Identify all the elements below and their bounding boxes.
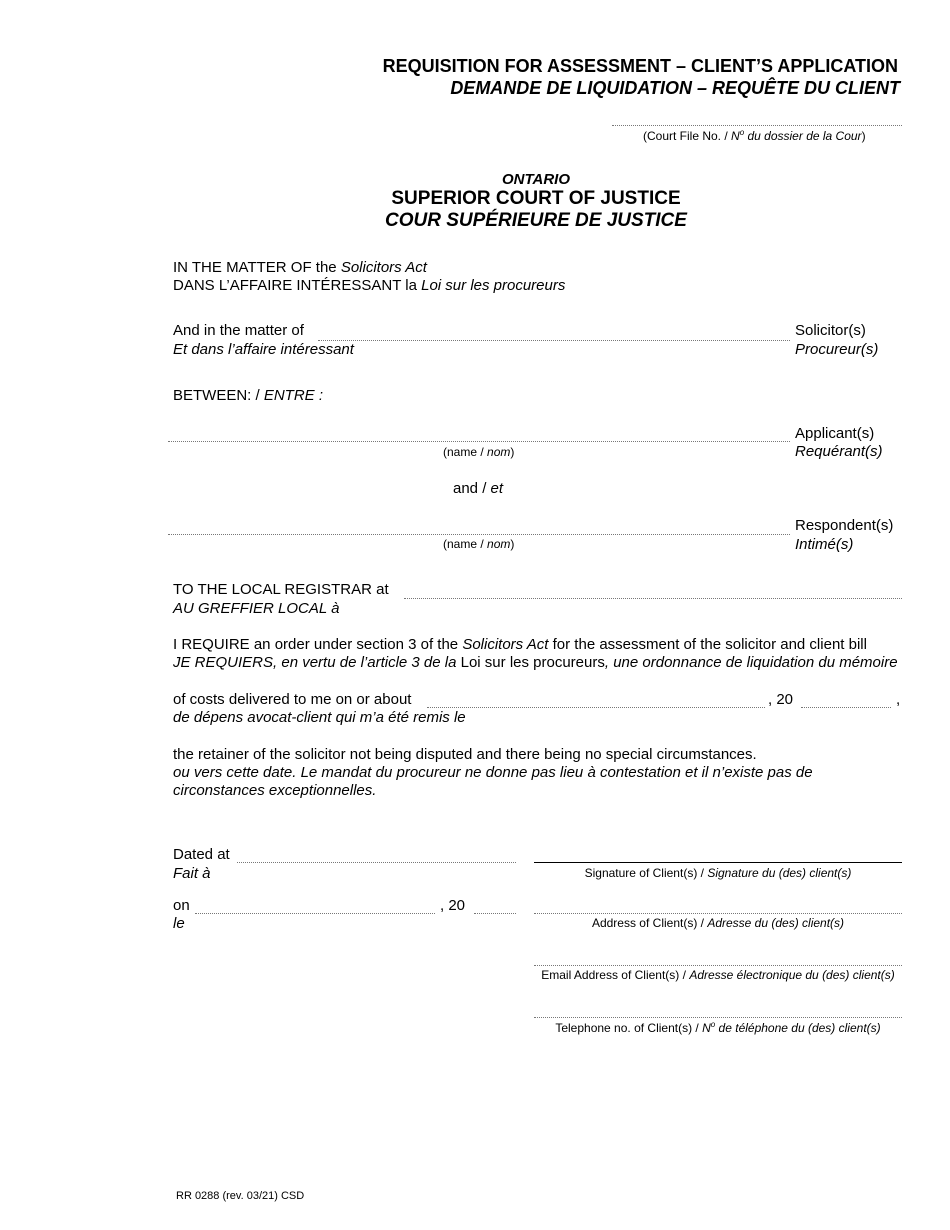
registrar-label-en: TO THE LOCAL REGISTRAR at	[173, 581, 389, 598]
respondent-name-field[interactable]	[168, 534, 790, 535]
matter-line-fr: DANS L’AFFAIRE INTÉRESSANT la Loi sur les procureurs	[173, 277, 566, 294]
client-address-caption: Address of Client(s) / Adresse du (des) client(s)	[591, 916, 845, 930]
court-name-fr: COUR SUPÉRIEURE DE JUSTICE	[385, 210, 687, 231]
dated-at-label-en: Dated at	[173, 846, 230, 863]
client-email-field[interactable]	[534, 965, 902, 966]
client-email-caption: Email Address of Client(s) / Adresse électronique du (des) client(s)	[541, 968, 895, 982]
respondent-label-fr: Intimé(s)	[795, 536, 854, 553]
and-matter-en: And in the matter of	[173, 322, 304, 339]
retainer-line-fr-1: ou vers cette date. Le mandat du procureur ne donne pas lieu à contestation et il n’existe pas de	[173, 764, 813, 781]
costs-date-field[interactable]	[427, 707, 765, 708]
client-address-field[interactable]	[534, 913, 902, 914]
respondent-label-en: Respondent(s)	[795, 517, 894, 534]
solicitor-label-fr: Procureur(s)	[795, 341, 879, 358]
solicitor-label-en: Solicitor(s)	[795, 322, 866, 339]
costs-comma: ,	[896, 691, 901, 708]
registrar-label-fr: AU GREFFIER LOCAL à	[173, 600, 340, 617]
registrar-location-field[interactable]	[404, 598, 902, 599]
solicitor-name-field[interactable]	[318, 340, 790, 341]
signing-year-field[interactable]	[474, 913, 516, 914]
on-label-fr: le	[173, 915, 185, 932]
applicant-label-en: Applicant(s)	[795, 425, 875, 442]
province-heading: ONTARIO	[501, 171, 571, 188]
and-separator: and / et	[453, 480, 504, 497]
require-line-en: I REQUIRE an order under section 3 of the Solicitors Act for the assessment of the solicitor and client bill	[173, 636, 867, 653]
form-title-en: REQUISITION FOR ASSESSMENT – CLIENT’S APPLICATION	[382, 56, 898, 76]
dated-at-label-fr: Fait à	[173, 865, 211, 882]
costs-year-field[interactable]	[801, 707, 891, 708]
signing-date-field[interactable]	[195, 913, 435, 914]
dated-at-field[interactable]	[237, 862, 516, 863]
client-phone-caption: Telephone no. of Client(s) / $N^o$ de téléphone du (des) client(s)	[555, 1020, 881, 1035]
costs-line-en: of costs delivered to me on or about	[173, 691, 412, 708]
costs-line-fr: de dépens avocat-client qui m’a été remis le	[173, 709, 466, 726]
on-label-en: on	[173, 897, 190, 914]
signature-field[interactable]	[534, 862, 902, 863]
signature-caption: Signature of Client(s) / Signature du (des) client(s)	[584, 866, 852, 880]
form-title-fr: DEMANDE DE LIQUIDATION – REQUÊTE DU CLIENT	[450, 78, 900, 98]
respondent-name-caption: (name / nom)	[443, 537, 515, 551]
require-line-fr: JE REQUIERS, en vertu de l’article 3 de la Loi sur les procureurs, une ordonnance de liquidation du mémoire	[173, 654, 898, 671]
court-file-label: (Court File No. / $N^o$ du dossier de la Cour)	[643, 128, 866, 143]
applicant-name-field[interactable]	[168, 441, 790, 442]
applicant-label-fr: Requérant(s)	[795, 443, 883, 460]
court-name-en: SUPERIOR COURT OF JUSTICE	[391, 188, 681, 209]
between-label: BETWEEN: / ENTRE :	[173, 387, 324, 404]
client-phone-field[interactable]	[534, 1017, 902, 1018]
costs-year-prefix: , 20	[768, 691, 794, 708]
retainer-line-en: the retainer of the solicitor not being disputed and there being no special circumstances.	[173, 746, 757, 763]
retainer-line-fr-2: circonstances exceptionnelles.	[173, 782, 377, 799]
court-file-number-field[interactable]	[612, 125, 902, 126]
applicant-name-caption: (name / nom)	[443, 445, 515, 459]
signing-year-prefix: , 20	[440, 897, 466, 914]
and-matter-fr: Et dans l’affaire intéressant	[173, 341, 354, 358]
matter-line-en: IN THE MATTER OF the Solicitors Act	[173, 259, 427, 276]
form-code: RR 0288 (rev. 03/21) CSD	[176, 1190, 305, 1202]
